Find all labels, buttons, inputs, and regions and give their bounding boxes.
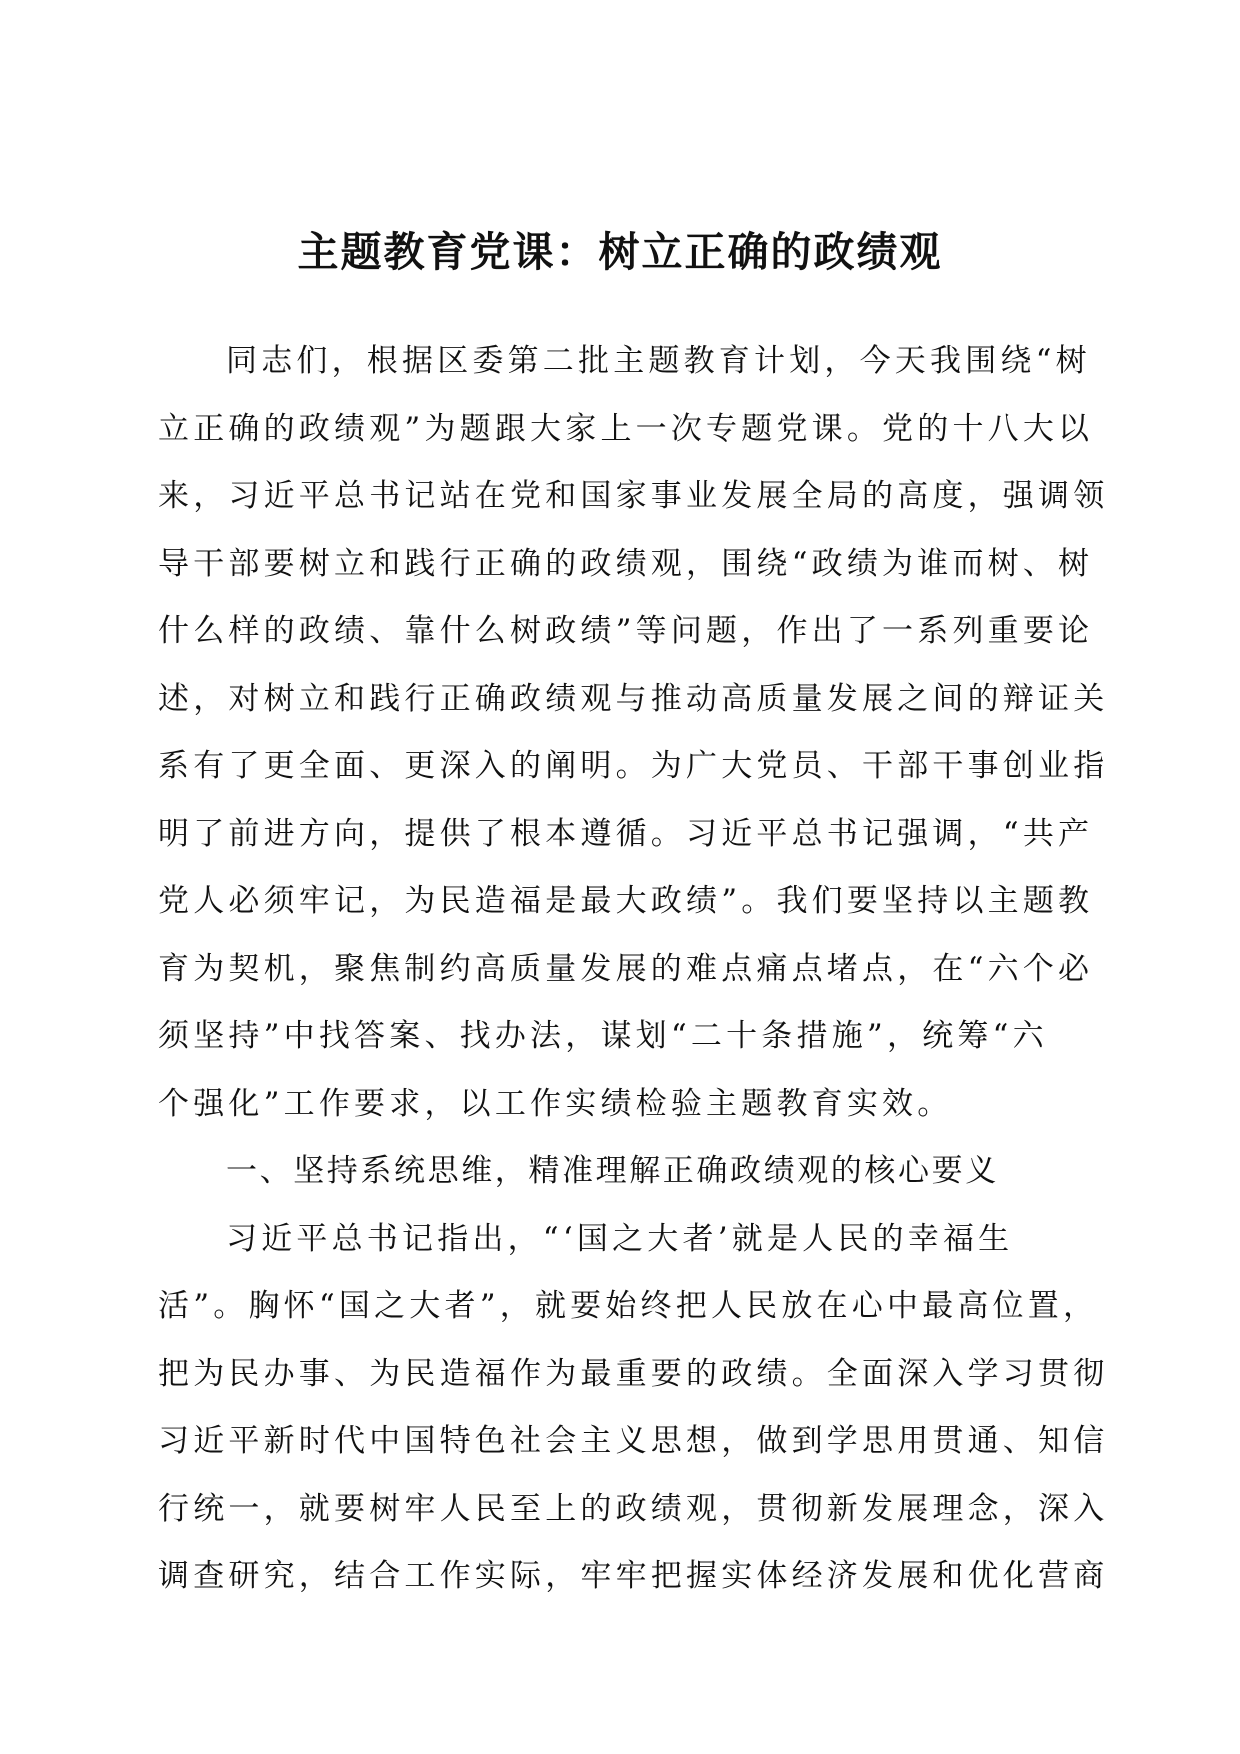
paragraph-line: 把为民办事、为民造福作为最重要的政绩。全面深入学习贯彻 (158, 1355, 1109, 1392)
paragraph-line: 明了前进方向，提供了根本遵循。习近平总书记强调，“共产 (158, 815, 1094, 852)
paragraph-line: 习近平新时代中国特色社会主义思想，做到学思用贯通、知信 (158, 1423, 1109, 1459)
paragraph-line: 调查研究，结合工作实际，牢牢把握实体经济发展和优化营商 (158, 1558, 1109, 1594)
document-body (158, 328, 1109, 1611)
paragraph-line: 活”。胸怀“国之大者”，就要始终把人民放在心中最高位置， (158, 1288, 1099, 1324)
document-title: 主题教育党课：树立正确的政绩观 (297, 228, 943, 276)
paragraph-line: 系有了更全面、更深入的阐明。为广大党员、干部干事创业指 (158, 748, 1109, 784)
paragraph-line: 述，对树立和践行正确政绩观与推动高质量发展之间的辩证关 (158, 680, 1109, 717)
paragraph-line: 育为契机，聚焦制约高质量发展的难点痛点堵点，在“六个必 (158, 950, 1094, 987)
paragraph-line: 须坚持”中找答案、找办法，谋划“二十条措施”，统筹“六 (158, 1018, 1048, 1054)
paragraph-line: 导干部要树立和践行正确的政绩观，围绕“政绩为谁而树、树 (158, 545, 1094, 582)
section-heading: 一、坚持系统思维，精准理解正确政绩观的核心要义 (226, 1153, 999, 1189)
paragraph-line: 来，习近平总书记站在党和国家事业发展全局的高度，强调领 (158, 478, 1109, 514)
paragraph-line: 立正确的政绩观”为题跟大家上一次专题党课。党的十八大以 (158, 410, 1094, 447)
paragraph-line: 什么样的政绩、靠什么树政绩”等问题，作出了一系列重要论 (158, 613, 1094, 649)
paragraph-line: 同志们，根据区委第二批主题教育计划，今天我围绕“树 (226, 343, 1091, 379)
paragraph-line: 党人必须牢记，为民造福是最大政绩”。我们要坚持以主题教 (158, 883, 1094, 919)
paragraph-line: 个强化”工作要求，以工作实绩检验主题教育实效。 (158, 1085, 953, 1122)
paragraph-line: 习近平总书记指出，“‘国之大者’就是人民的幸福生 (226, 1220, 1014, 1257)
paragraph-line: 行统一，就要树牢人民至上的政绩观，贯彻新发展理念，深入 (158, 1490, 1109, 1527)
